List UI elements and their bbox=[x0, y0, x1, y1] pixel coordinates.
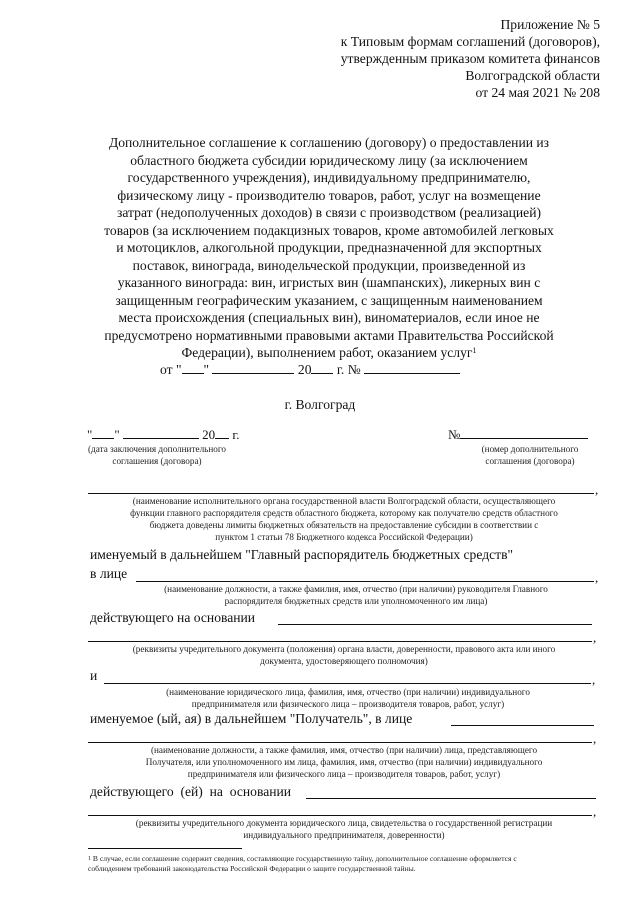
conclusion-number-caption: (номер дополнительного соглашения (договора) bbox=[481, 444, 579, 466]
conclusion-number-blank[interactable] bbox=[460, 426, 588, 439]
recipient-docs-caption: (реквизиты учредительного документа юридического лица, свидетельства о государственной регистрации индивидуального предпринимателя, доверенности) bbox=[135, 818, 553, 840]
appendix-number: Приложение № 5 bbox=[500, 17, 600, 32]
representative-caption: (наименование должности, а также фамилия, имя, отчество (при наличии) руководителя Главного распорядителя бюджетных средств или уполномоченного им лица) bbox=[164, 584, 548, 606]
recipient-rep-field-1[interactable] bbox=[451, 725, 594, 726]
document-title bbox=[80, 134, 578, 362]
comma: , bbox=[595, 482, 599, 497]
title-line: указанного винограда: вин, игристых вин (шампанских), ликерных вин с bbox=[117, 275, 541, 290]
comma: , bbox=[592, 672, 596, 687]
named-chief-administrator: именуемый в дальнейшем "Главный распорядитель бюджетных средств" bbox=[90, 547, 514, 562]
title-line: места происхождения (специальных вин), виноматериалов, если иное не bbox=[118, 310, 540, 325]
city: г. Волгоград bbox=[284, 397, 356, 412]
recipient-rep-field-2[interactable] bbox=[88, 742, 592, 743]
title-line: областного бюджета субсидии юридическому лицу (за исключением bbox=[130, 152, 528, 168]
conclusion-year-blank[interactable] bbox=[215, 426, 229, 439]
title-line: Дополнительное соглашение к соглашению (договору) о предоставлении из bbox=[108, 135, 550, 150]
recipient-name-field[interactable] bbox=[104, 683, 591, 684]
title-line: государственного учреждения), индивидуальному предпринимателю, bbox=[127, 170, 531, 185]
conclusion-number-line: № bbox=[448, 426, 588, 443]
executive-body-caption: (наименование исполнительного органа государственной власти Волгоградской области, осуществляющего функции главного распорядителя средств областного бюджета, которому как получателю средств областного бюджета доведены лимиты бюджетных обязательств на предоставление субсидии в соответствии с пунктом 1 статьи 78 Бюджетного кодекса Российской Федерации) bbox=[130, 496, 558, 542]
basis-caption: (реквизиты учредительного документа (положения) органа власти, доверенности, правового акта или иного документа, удостоверяющего полномочия) bbox=[132, 644, 556, 666]
title-line: поставок, винограда, винодельческой продукции, произведенной из bbox=[132, 257, 526, 273]
title-line: физическому лицу - производителю товаров, работ, услуг на возмещение bbox=[117, 187, 541, 203]
appendix-date: от 24 мая 2021 № 208 bbox=[475, 85, 600, 100]
acting-basis-label: действующего на основании bbox=[90, 610, 256, 625]
appendix-ref-line: утвержденным приказом комитета финансов bbox=[340, 51, 600, 66]
conclusion-month-blank[interactable] bbox=[123, 426, 199, 439]
named-recipient: именуемое (ый, ая) в дальнейшем "Получатель", в лице bbox=[90, 711, 413, 726]
appendix-ref-line: Волгоградской области bbox=[465, 68, 600, 83]
title-line: защищенным географическим указанием, с защищенным наименованием bbox=[115, 292, 543, 308]
agreement-date-line: от " " 20 г. № bbox=[160, 361, 460, 378]
comma: , bbox=[593, 731, 597, 746]
conclusion-date-caption: (дата заключения дополнительного соглашения (договора) bbox=[88, 444, 226, 466]
appendix-ref-line: к Типовым формам соглашений (договоров), bbox=[340, 34, 600, 49]
title-line-last: Федерации), выполнением работ, оказанием услуг$^1$ bbox=[181, 345, 477, 360]
footnote: $^1$ В случае, если соглашение содержит сведения, составляющие государственную тайну, дополнительное соглашение оформляется с соблюдением требований законодательства Российской Федерации о защите государственной тайны. bbox=[88, 854, 517, 873]
and-label: и bbox=[90, 668, 98, 683]
footnote-mark: 1 bbox=[472, 346, 477, 355]
title-line: затрат (недополученных доходов) в связи с производством (реализацией) bbox=[116, 205, 542, 220]
recipient-name-caption: (наименование юридического лица, фамилия, имя, отчество (при наличии) индивидуального предпринимателя или физического лица – производителя товаров, работ, услуг) bbox=[166, 687, 530, 709]
appendix-header bbox=[341, 16, 600, 101]
basis-field-1[interactable] bbox=[278, 624, 592, 625]
comma: , bbox=[593, 804, 597, 819]
basis-field-2[interactable] bbox=[88, 641, 592, 642]
title-line: предусмотрено нормативными правовыми актами Правительства Российской bbox=[104, 327, 554, 343]
day-blank[interactable] bbox=[182, 361, 204, 374]
conclusion-day-blank[interactable] bbox=[92, 426, 114, 439]
representative-field[interactable] bbox=[136, 581, 594, 582]
in-person-label: в лице bbox=[90, 566, 128, 581]
comma: , bbox=[595, 570, 599, 585]
recipient-docs-field-2[interactable] bbox=[88, 815, 592, 816]
number-blank[interactable] bbox=[364, 361, 460, 374]
acting-recipient-label: действующего (ей) на основании bbox=[90, 784, 292, 799]
month-blank[interactable] bbox=[212, 361, 294, 374]
executive-body-field[interactable] bbox=[88, 493, 594, 494]
recipient-docs-field-1[interactable] bbox=[306, 798, 596, 799]
title-line: товаров (за исключением подакцизных товаров, кроме автомобилей легковых bbox=[104, 222, 554, 238]
recipient-rep-caption: (наименование должности, а также фамилия, имя, отчество (при наличии) лица, представляющего Получателя, или уполномоченного им лица, фамилия, имя, отчество (при наличии) индивидуального предпринимателя или физического лица – производителя товаров, работ, услуг) bbox=[145, 745, 543, 779]
comma: , bbox=[593, 630, 597, 645]
year-blank[interactable] bbox=[311, 361, 333, 374]
footnote-separator bbox=[88, 848, 242, 849]
title-line: и мотоциклов, алкогольной продукции, предназначенной для экспортных bbox=[116, 240, 542, 255]
conclusion-date-line: " " 20 г. bbox=[87, 427, 240, 442]
